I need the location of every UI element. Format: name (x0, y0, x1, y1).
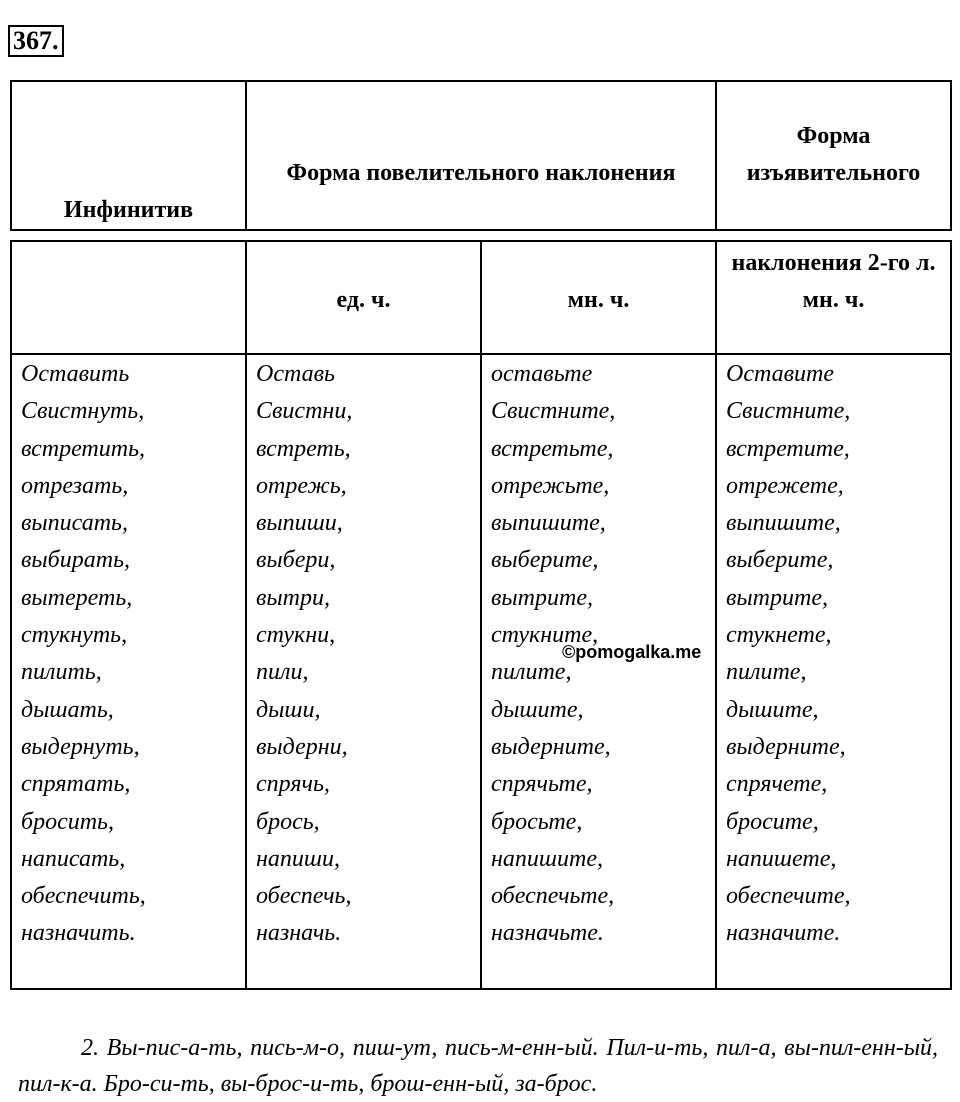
word-cell: отрежьте, (491, 472, 610, 499)
header-indicative: Форма изъявительного (746, 123, 921, 186)
word-cell: Оставить (21, 361, 130, 387)
word-cell: спрятать, (21, 771, 131, 798)
word-cell: спрячете, (726, 771, 828, 798)
word-cell: отрежете, (726, 472, 844, 499)
word-cell: выбирать, (21, 547, 130, 574)
word-cell: бросьте, (491, 808, 583, 835)
word-cell: напиши, (256, 845, 341, 872)
word-cell: бросите, (726, 808, 819, 835)
word-cell: выпишите, (491, 510, 606, 537)
word-cell: встретите, (726, 435, 850, 462)
word-cell: пилить, (21, 659, 102, 686)
word-cell: бросить, (21, 808, 114, 835)
word-cell: встретить, (21, 435, 146, 462)
word-cell: дышать, (21, 696, 114, 723)
imperative-singular-column (256, 356, 352, 953)
word-cell: вытрите, (491, 584, 593, 611)
word-cell: отрезать, (21, 472, 129, 499)
word-cell: Оставь (256, 361, 335, 387)
word-cell: вытри, (256, 584, 331, 611)
word-cell: выдернуть, (21, 733, 140, 760)
word-cell: написать, (21, 845, 126, 872)
word-cell: стукните, (491, 622, 599, 649)
word-cell: напишите, (491, 845, 604, 872)
header-plural: мн. ч. (567, 287, 630, 313)
word-cell: выбери, (256, 547, 336, 574)
word-cell: Свистнуть, (21, 398, 145, 425)
word-cell: Свистни, (256, 398, 353, 425)
word-cell: выдерните, (491, 733, 611, 760)
word-cell: Свистните, (726, 398, 851, 425)
word-cell: обеспечьте, (491, 883, 615, 910)
task-number: 367. (8, 25, 64, 57)
header-infinitive: Инфинитив (63, 197, 194, 223)
word-cell: брось, (256, 808, 320, 835)
word-cell: пилите, (491, 659, 572, 686)
word-cell: стукни, (256, 622, 336, 649)
word-cell: пилите, (726, 659, 807, 686)
word-cell: отрежь, (256, 472, 347, 499)
word-cell: назначь. (256, 920, 342, 947)
word-cell: выберите, (491, 547, 599, 574)
word-cell: назначить. (21, 920, 136, 947)
word-cell: спрячь, (256, 771, 330, 798)
word-cell: пили, (256, 659, 309, 686)
word-cell: Оставите (726, 361, 835, 387)
header-indicative-form: наклонения 2-го л. мн. ч. (731, 250, 936, 313)
word-analysis-note: 2. Вы-пис-а-ть, пись-м-о, пиш-ут, пись-м-енн-ый. Пил-и-ть, пил-а, вы-пил-енн-ый, пил-к-а. Бро-си-ть, вы-брос-и-ть, брош-енн-ый, за-брос. (18, 1035, 938, 1097)
word-cell: выдерните, (726, 733, 846, 760)
word-cell: обеспечите, (726, 883, 851, 910)
indicative-plural-column (726, 356, 851, 953)
word-cell: стукнете, (726, 622, 832, 649)
header-singular: ед. ч. (336, 287, 391, 313)
word-cell: дышите, (726, 696, 819, 723)
word-cell: выпишите, (726, 510, 841, 537)
word-cell: дышите, (491, 696, 584, 723)
word-cell: оставьте (491, 361, 593, 387)
word-cell: назначьте. (491, 920, 604, 947)
word-cell: выпиши, (256, 510, 343, 537)
word-cell: напишете, (726, 845, 837, 872)
watermark: ©pomogalka.me (562, 642, 702, 662)
word-cell: дыши, (256, 696, 321, 723)
word-cell: стукнуть, (21, 622, 128, 649)
word-cell: выписать, (21, 510, 128, 537)
word-cell: обеспечить, (21, 883, 146, 910)
word-cell: спрячьте, (491, 771, 593, 798)
word-cell: встреть, (256, 435, 351, 462)
word-cell: Свистните, (491, 398, 616, 425)
word-cell: обеспечь, (256, 883, 352, 910)
word-cell: встретьте, (491, 435, 614, 462)
word-cell: вытрите, (726, 584, 828, 611)
word-cell: назначите. (726, 920, 841, 947)
word-cell: вытереть, (21, 584, 133, 611)
word-cell: выдерни, (256, 733, 348, 760)
header-imperative: Форма повелительного наклонения (286, 160, 676, 186)
word-cell: выберите, (726, 547, 834, 574)
infinitive-column (21, 356, 146, 953)
